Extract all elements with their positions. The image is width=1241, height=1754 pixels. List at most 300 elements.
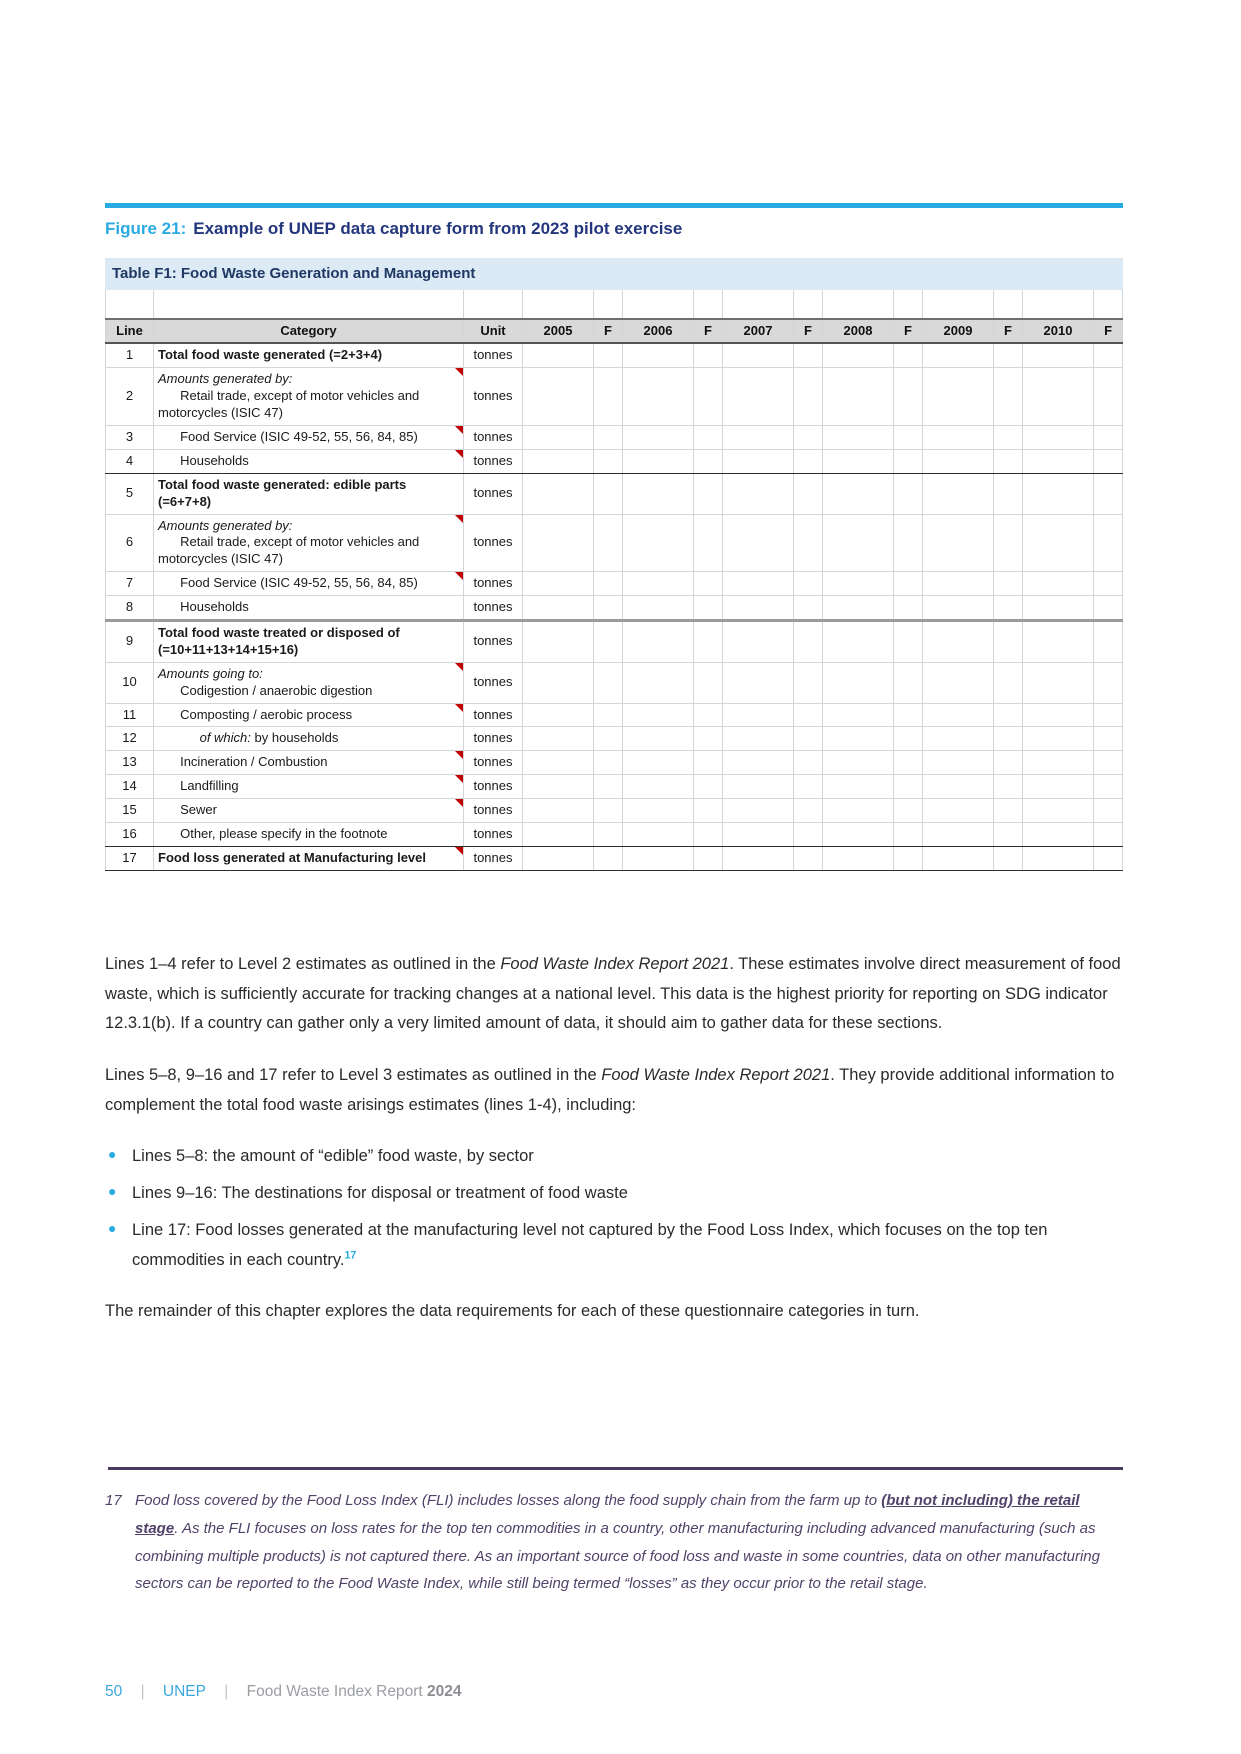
value-cell <box>923 846 994 870</box>
value-cell <box>894 425 923 449</box>
footnote <box>105 1487 1105 1598</box>
value-cell <box>923 449 994 473</box>
value-cell <box>794 473 823 514</box>
value-cell <box>823 596 894 621</box>
value-cell <box>523 343 594 367</box>
value-cell <box>594 449 623 473</box>
table-row <box>106 822 1123 846</box>
value-cell <box>594 751 623 775</box>
column-header: 2006 <box>623 319 694 344</box>
table-row <box>106 727 1123 751</box>
unit-cell: tonnes <box>464 703 523 727</box>
category-cell <box>154 449 464 473</box>
line-number-cell: 2 <box>106 368 154 426</box>
value-cell <box>894 799 923 823</box>
category-cell <box>154 727 464 751</box>
value-cell <box>523 751 594 775</box>
value-cell <box>594 425 623 449</box>
value-cell <box>694 662 723 703</box>
value-cell <box>723 620 794 662</box>
value-cell <box>894 596 923 621</box>
value-cell <box>994 775 1023 799</box>
value-cell <box>823 473 894 514</box>
value-cell <box>794 775 823 799</box>
value-cell <box>1023 425 1094 449</box>
value-cell <box>994 822 1023 846</box>
value-cell <box>623 662 694 703</box>
comment-marker-icon <box>455 799 463 807</box>
value-cell <box>823 620 894 662</box>
line-number-cell: 14 <box>106 775 154 799</box>
line-number-cell: 16 <box>106 822 154 846</box>
table-row <box>106 572 1123 596</box>
value-cell <box>923 703 994 727</box>
page-number: 50 <box>105 1683 123 1700</box>
value-cell <box>694 727 723 751</box>
value-cell <box>594 596 623 621</box>
value-cell <box>823 727 894 751</box>
category-text: Composting / aerobic process <box>180 706 353 722</box>
value-cell <box>1023 751 1094 775</box>
category-text: Retail trade, except of motor vehicles and motorcycles (ISIC 47) <box>158 388 420 421</box>
category-text: Retail trade, except of motor vehicles and motorcycles (ISIC 47) <box>158 534 420 567</box>
value-cell <box>523 473 594 514</box>
value-cell <box>623 449 694 473</box>
table-row <box>106 799 1123 823</box>
comment-marker-icon <box>455 847 463 855</box>
category-text: Codigestion / anaerobic digestion <box>180 682 373 698</box>
unit-cell: tonnes <box>464 473 523 514</box>
footer-report-title: Food Waste Index Report <box>246 1683 427 1700</box>
category-cell <box>154 514 464 572</box>
value-cell <box>694 596 723 621</box>
value-cell <box>723 596 794 621</box>
value-cell <box>723 727 794 751</box>
value-cell <box>994 473 1023 514</box>
bullet-list <box>105 1142 1139 1275</box>
table-row <box>106 473 1123 514</box>
value-cell <box>794 596 823 621</box>
table-row <box>106 425 1123 449</box>
value-cell <box>923 473 994 514</box>
value-cell <box>994 449 1023 473</box>
value-cell <box>894 775 923 799</box>
value-cell <box>794 368 823 426</box>
value-cell <box>1094 799 1123 823</box>
category-text: Food loss generated at Manufacturing level <box>158 849 426 865</box>
unit-cell: tonnes <box>464 799 523 823</box>
value-cell <box>723 449 794 473</box>
value-cell <box>1023 368 1094 426</box>
unit-cell: tonnes <box>464 727 523 751</box>
table-row <box>106 343 1123 367</box>
value-cell <box>794 449 823 473</box>
value-cell <box>623 343 694 367</box>
category-text: Landfilling <box>180 778 239 794</box>
value-cell <box>623 775 694 799</box>
unit-cell: tonnes <box>464 425 523 449</box>
column-header: F <box>994 319 1023 344</box>
category-cell <box>154 799 464 823</box>
category-lead-text: Amounts going to: <box>158 665 263 681</box>
column-header: 2008 <box>823 319 894 344</box>
value-cell <box>723 473 794 514</box>
value-cell <box>823 775 894 799</box>
value-cell <box>723 572 794 596</box>
line-number-cell: 9 <box>106 620 154 662</box>
value-cell <box>594 368 623 426</box>
unit-cell: tonnes <box>464 775 523 799</box>
value-cell <box>823 572 894 596</box>
value-cell <box>823 822 894 846</box>
category-text: Households <box>180 452 249 468</box>
value-cell <box>894 572 923 596</box>
line-number-cell: 13 <box>106 751 154 775</box>
value-cell <box>723 425 794 449</box>
line-number-cell: 6 <box>106 514 154 572</box>
footer-separator: | <box>224 1683 229 1700</box>
category-text: Households <box>180 599 249 615</box>
value-cell <box>894 727 923 751</box>
value-cell <box>794 343 823 367</box>
value-cell <box>694 514 723 572</box>
value-cell <box>523 596 594 621</box>
bullet-dot-icon: ● <box>108 1183 117 1200</box>
value-cell <box>694 343 723 367</box>
paragraph-lines-5-17: Lines 5–8, 9–16 and 17 refer to Level 3 estimates as outlined in the Food Waste Index Report 2021. They provide additional information to complement the total food waste arisings estimates (lines 1-4), including: <box>105 1066 1115 1114</box>
value-cell <box>923 368 994 426</box>
category-text: Other, please specify in the footnote <box>180 825 388 841</box>
category-text: Food Service (ISIC 49-52, 55, 56, 84, 85) <box>180 575 418 591</box>
unit-cell: tonnes <box>464 449 523 473</box>
page-footer <box>105 1683 461 1701</box>
value-cell <box>823 846 894 870</box>
line-number-cell: 17 <box>106 846 154 870</box>
comment-marker-icon <box>455 751 463 759</box>
line-number-cell: 3 <box>106 425 154 449</box>
table-row <box>106 368 1123 426</box>
column-header: F <box>694 319 723 344</box>
value-cell <box>1094 727 1123 751</box>
category-cell <box>154 343 464 367</box>
value-cell <box>523 514 594 572</box>
column-header: Category <box>154 319 464 344</box>
value-cell <box>923 799 994 823</box>
value-cell <box>994 727 1023 751</box>
line-number-cell: 11 <box>106 703 154 727</box>
paragraph-lines-1-4: Lines 1–4 refer to Level 2 estimates as outlined in the Food Waste Index Report 2021. These estimates involve direct measurement of food waste, which is sufficiently accurate for tracking changes at a national level. This data is the highest priority for reporting on SDG indicator 12.3.1(b). If a country can gather only a very limited amount of data, it should aim to gather data for these sections. <box>105 955 1121 1033</box>
value-cell <box>794 572 823 596</box>
value-cell <box>623 572 694 596</box>
value-cell <box>1023 596 1094 621</box>
value-cell <box>694 751 723 775</box>
category-text: of which: by households <box>199 730 339 746</box>
header-row <box>106 319 1123 344</box>
category-cell <box>154 775 464 799</box>
table-row <box>106 751 1123 775</box>
value-cell <box>694 449 723 473</box>
value-cell <box>1023 727 1094 751</box>
value-cell <box>894 514 923 572</box>
value-cell <box>894 703 923 727</box>
unit-cell: tonnes <box>464 514 523 572</box>
value-cell <box>523 368 594 426</box>
value-cell <box>594 727 623 751</box>
column-header: 2009 <box>923 319 994 344</box>
value-cell <box>894 449 923 473</box>
value-cell <box>823 799 894 823</box>
value-cell <box>794 662 823 703</box>
value-cell <box>994 662 1023 703</box>
value-cell <box>1094 822 1123 846</box>
value-cell <box>694 425 723 449</box>
value-cell <box>594 473 623 514</box>
value-cell <box>723 775 794 799</box>
value-cell <box>994 751 1023 775</box>
footnote-number: 17 <box>105 1492 122 1509</box>
unit-cell: tonnes <box>464 572 523 596</box>
value-cell <box>923 822 994 846</box>
bullet-line-17: ● Line 17: Food losses generated at the manufacturing level not captured by the Food Loss Index, which focuses on the top ten commodities in each country.$^{17}$ <box>105 1216 1139 1275</box>
value-cell <box>623 822 694 846</box>
category-cell <box>154 425 464 449</box>
value-cell <box>623 425 694 449</box>
bullet-lines-9-16: ● Lines 9–16: The destinations for disposal or treatment of food waste <box>105 1179 1139 1209</box>
unit-cell: tonnes <box>464 596 523 621</box>
bullet-dot-icon: ● <box>108 1146 117 1163</box>
value-cell <box>1023 822 1094 846</box>
value-cell <box>794 514 823 572</box>
category-cell <box>154 846 464 870</box>
value-cell <box>723 514 794 572</box>
unit-cell: tonnes <box>464 822 523 846</box>
value-cell <box>923 425 994 449</box>
value-cell <box>623 368 694 426</box>
value-cell <box>1094 620 1123 662</box>
value-cell <box>894 822 923 846</box>
value-cell <box>894 368 923 426</box>
value-cell <box>1023 846 1094 870</box>
value-cell <box>594 703 623 727</box>
value-cell <box>623 799 694 823</box>
category-text: Total food waste generated (=2+3+4) <box>158 347 383 363</box>
comment-marker-icon <box>455 426 463 434</box>
value-cell <box>594 572 623 596</box>
value-cell <box>623 727 694 751</box>
value-cell <box>1023 514 1094 572</box>
value-cell <box>923 514 994 572</box>
value-cell <box>594 846 623 870</box>
value-cell <box>1023 703 1094 727</box>
comment-marker-icon <box>455 663 463 671</box>
value-cell <box>623 703 694 727</box>
value-cell <box>623 473 694 514</box>
value-cell <box>523 620 594 662</box>
value-cell <box>994 425 1023 449</box>
value-cell <box>523 822 594 846</box>
value-cell <box>594 822 623 846</box>
value-cell <box>923 775 994 799</box>
value-cell <box>894 662 923 703</box>
value-cell <box>723 343 794 367</box>
table-row <box>106 449 1123 473</box>
value-cell <box>523 775 594 799</box>
value-cell <box>594 343 623 367</box>
value-cell <box>823 514 894 572</box>
value-cell <box>794 799 823 823</box>
value-cell <box>1094 596 1123 621</box>
value-cell <box>594 662 623 703</box>
value-cell <box>694 572 723 596</box>
category-text: Total food waste generated: edible parts (=6+7+8) <box>158 476 407 509</box>
comment-marker-icon <box>455 572 463 580</box>
figure-title: Example of UNEP data capture form from 2023 pilot exercise <box>193 219 683 238</box>
value-cell <box>894 620 923 662</box>
column-header: 2005 <box>523 319 594 344</box>
value-cell <box>1023 572 1094 596</box>
value-cell <box>1094 751 1123 775</box>
value-cell <box>694 620 723 662</box>
value-cell <box>694 775 723 799</box>
table-row <box>106 620 1123 662</box>
footnote-text: Food loss covered by the Food Loss Index (FLI) includes losses along the food supply chain from the farm up to (but not including) the retail stage. As the FLI focuses on loss rates for the top ten commodities in a country, other manufacturing including advanced manufacturing (such as combining multiple products) is not captured there. As an important source of food loss and waste in some countries, data on other manufacturing sectors can be reported to the Food Waste Index, while still being termed “losses” as they occur prior to the retail stage. <box>135 1492 1100 1593</box>
value-cell <box>823 425 894 449</box>
line-number-cell: 1 <box>106 343 154 367</box>
data-capture-table <box>105 258 1123 871</box>
unit-cell: tonnes <box>464 846 523 870</box>
line-number-cell: 12 <box>106 727 154 751</box>
value-cell <box>823 368 894 426</box>
category-cell <box>154 368 464 426</box>
value-cell <box>694 703 723 727</box>
figure-caption <box>105 219 682 239</box>
category-cell <box>154 662 464 703</box>
value-cell <box>523 425 594 449</box>
value-cell <box>523 799 594 823</box>
value-cell <box>623 620 694 662</box>
value-cell <box>994 514 1023 572</box>
value-cell <box>1023 620 1094 662</box>
value-cell <box>694 368 723 426</box>
unit-cell: tonnes <box>464 751 523 775</box>
value-cell <box>823 751 894 775</box>
line-number-cell: 7 <box>106 572 154 596</box>
value-cell <box>923 662 994 703</box>
comment-marker-icon <box>455 450 463 458</box>
value-cell <box>1094 703 1123 727</box>
value-cell <box>923 343 994 367</box>
unit-cell: tonnes <box>464 620 523 662</box>
comment-marker-icon <box>455 368 463 376</box>
value-cell <box>623 846 694 870</box>
value-cell <box>1094 846 1123 870</box>
value-cell <box>923 727 994 751</box>
value-cell <box>1094 425 1123 449</box>
value-cell <box>1023 799 1094 823</box>
column-header: 2010 <box>1023 319 1094 344</box>
value-cell <box>894 473 923 514</box>
body-text <box>105 950 1139 1349</box>
value-cell <box>623 596 694 621</box>
value-cell <box>723 662 794 703</box>
value-cell <box>923 596 994 621</box>
value-cell <box>1023 343 1094 367</box>
value-cell <box>723 703 794 727</box>
category-cell <box>154 596 464 621</box>
value-cell <box>523 846 594 870</box>
table-row <box>106 514 1123 572</box>
value-cell <box>794 425 823 449</box>
value-cell <box>1094 449 1123 473</box>
value-cell <box>523 727 594 751</box>
value-cell <box>694 846 723 870</box>
value-cell <box>523 703 594 727</box>
value-cell <box>1094 775 1123 799</box>
footer-org: UNEP <box>162 1683 206 1700</box>
table-title-row <box>106 259 1123 290</box>
line-number-cell: 5 <box>106 473 154 514</box>
table-row <box>106 775 1123 799</box>
value-cell <box>994 343 1023 367</box>
value-cell <box>794 703 823 727</box>
value-cell <box>823 343 894 367</box>
category-text: Total food waste treated or disposed of (=10+11+13+14+15+16) <box>158 624 400 657</box>
category-text: Sewer <box>180 802 217 818</box>
line-number-cell: 10 <box>106 662 154 703</box>
value-cell <box>794 822 823 846</box>
category-lead-text: Amounts generated by: <box>158 517 293 533</box>
category-cell <box>154 620 464 662</box>
value-cell <box>523 572 594 596</box>
table-title: Table F1: Food Waste Generation and Management <box>106 259 1123 290</box>
column-header: F <box>1094 319 1123 344</box>
category-text: Incineration / Combustion <box>180 754 328 770</box>
comment-marker-icon <box>455 704 463 712</box>
value-cell <box>894 751 923 775</box>
value-cell <box>794 727 823 751</box>
value-cell <box>694 473 723 514</box>
footer-separator: | <box>140 1683 145 1700</box>
value-cell <box>894 846 923 870</box>
value-cell <box>523 662 594 703</box>
value-cell <box>694 799 723 823</box>
value-cell <box>994 620 1023 662</box>
value-cell <box>694 822 723 846</box>
value-cell <box>923 572 994 596</box>
spacer-row <box>106 289 1123 319</box>
value-cell <box>794 846 823 870</box>
bullet-lines-5-8: ● Lines 5–8: the amount of “edible” food waste, by sector <box>105 1142 1139 1172</box>
value-cell <box>594 620 623 662</box>
value-cell <box>1023 662 1094 703</box>
value-cell <box>723 822 794 846</box>
value-cell <box>1094 368 1123 426</box>
value-cell <box>794 751 823 775</box>
comment-marker-icon <box>455 515 463 523</box>
value-cell <box>623 751 694 775</box>
table-row <box>106 846 1123 870</box>
unit-cell: tonnes <box>464 343 523 367</box>
value-cell <box>1094 662 1123 703</box>
value-cell <box>1023 449 1094 473</box>
figure-top-rule <box>105 203 1123 208</box>
value-cell <box>894 343 923 367</box>
category-lead-text: Amounts generated by: <box>158 371 293 387</box>
value-cell <box>994 703 1023 727</box>
value-cell <box>1023 473 1094 514</box>
value-cell <box>594 775 623 799</box>
value-cell <box>994 799 1023 823</box>
